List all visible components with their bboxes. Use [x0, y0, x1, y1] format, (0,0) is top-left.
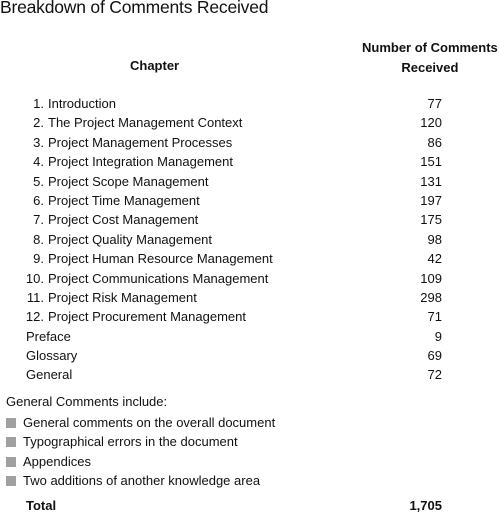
row-label: Project Integration Management: [48, 154, 233, 170]
row-value: 151: [420, 154, 442, 170]
row-value: 69: [427, 348, 442, 364]
chapter-column-header: Chapter: [130, 58, 180, 73]
row-label: Preface: [26, 328, 71, 344]
row-label: The Project Management Context: [48, 115, 243, 131]
row-label: Glossary: [26, 348, 78, 364]
table-row: [0, 365, 500, 384]
row-label: Project Time Management: [48, 192, 200, 208]
list-item-text: Two additions of another knowledge area: [23, 473, 261, 489]
row-value: 71: [427, 309, 442, 325]
list-item-text: Typographical errors in the document: [23, 434, 238, 450]
row-number: 3.: [33, 134, 44, 150]
list-item-text: Appendices: [23, 453, 91, 469]
row-value: 175: [420, 212, 442, 228]
general-comments-heading: General Comments include:: [6, 394, 168, 409]
row-label: Project Communications Management: [48, 270, 269, 286]
row-number: 1.: [33, 96, 44, 111]
comments-column-header: [362, 38, 498, 78]
table-row: [0, 191, 500, 210]
square-bullet-icon: [6, 437, 16, 447]
row-value: 72: [427, 367, 442, 383]
row-value: 42: [427, 251, 442, 267]
chapter-table: [0, 94, 500, 385]
row-label: Project Scope Management: [48, 173, 209, 189]
table-row: [0, 94, 500, 113]
table-row: [0, 133, 500, 152]
row-number: 2.: [33, 115, 44, 131]
row-number: 11.: [26, 289, 44, 305]
list-item-text: General comments on the overall document: [23, 415, 276, 430]
row-value: 98: [427, 231, 442, 247]
row-label: Project Risk Management: [48, 289, 197, 305]
page-title: Breakdown of Comments Received: [0, 0, 269, 17]
table-row: [0, 327, 500, 346]
row-value: 197: [420, 192, 442, 208]
square-bullet-icon: [6, 476, 16, 486]
table-row: [0, 307, 500, 326]
row-number: 7.: [33, 212, 44, 228]
row-label: Project Management Processes: [48, 134, 233, 150]
row-label: Project Procurement Management: [48, 309, 246, 325]
row-label: General: [26, 367, 73, 383]
row-number: 9.: [33, 251, 44, 267]
table-row: [0, 249, 500, 268]
table-row: [0, 346, 500, 365]
row-number: 12.: [25, 309, 44, 325]
row-label: Project Human Resource Management: [48, 251, 273, 267]
square-bullet-icon: [6, 457, 16, 467]
comments-header-line2: Received: [401, 60, 459, 75]
table-row: [0, 210, 500, 229]
row-value: 9: [434, 328, 442, 344]
row-number: 5.: [33, 173, 44, 189]
row-value: 109: [420, 270, 442, 286]
comments-header-line1: Number of Comments: [362, 40, 498, 55]
row-number: 4.: [33, 154, 44, 170]
row-number: 10.: [25, 270, 44, 286]
row-label: Project Cost Management: [48, 212, 199, 228]
row-number: 6.: [33, 192, 44, 208]
total-value: 1,705: [409, 498, 442, 513]
row-label: Project Quality Management: [48, 231, 213, 247]
table-row: [0, 152, 500, 171]
table-row: [0, 172, 500, 191]
row-value: 120: [420, 115, 442, 131]
row-value: 77: [427, 96, 442, 111]
table-row: [0, 269, 500, 288]
row-value: 298: [420, 289, 442, 305]
row-value: 86: [427, 134, 442, 150]
row-label: Introduction: [48, 96, 116, 111]
table-row: [0, 113, 500, 132]
row-number: 8.: [33, 231, 44, 247]
row-value: 131: [420, 173, 442, 189]
total-label: Total: [26, 498, 57, 513]
square-bullet-icon: [6, 418, 16, 428]
table-row: [0, 288, 500, 307]
table-row: [0, 230, 500, 249]
